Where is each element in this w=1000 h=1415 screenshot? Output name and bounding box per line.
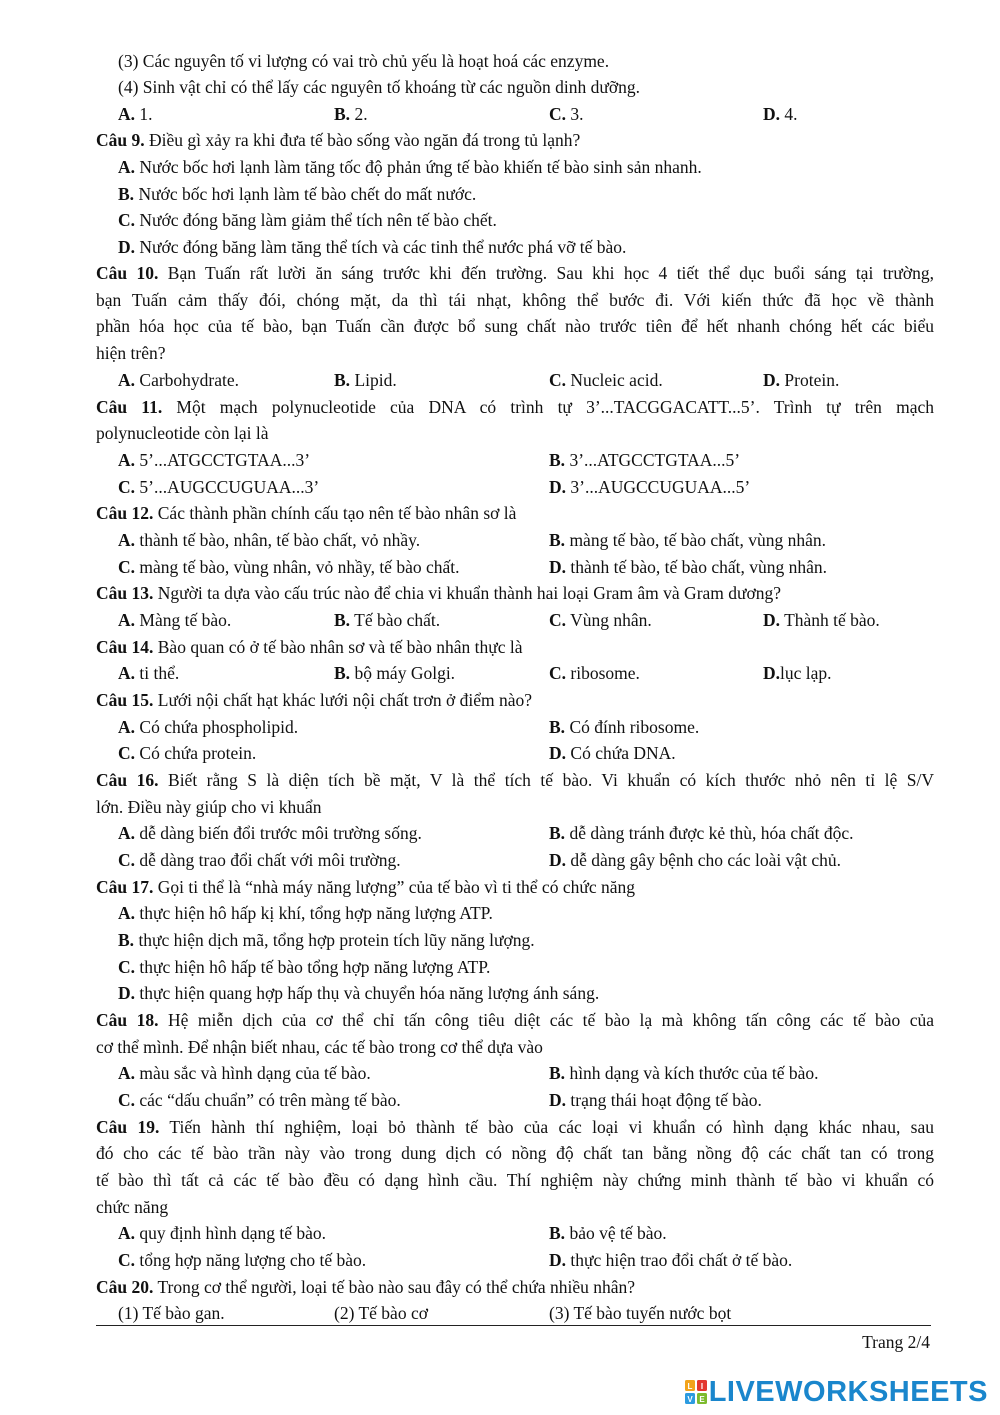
q11-stem-line-2: polynucleotide còn lại là	[96, 423, 269, 443]
q15-option-d[interactable]: D. Có chứa DNA.	[549, 743, 676, 763]
icon-letter-e: E	[699, 1395, 705, 1404]
q10-stem-line-1: Câu 10. Bạn Tuấn rất lười ăn sáng trước khi đến trường. Sau khi học 4 tiết thể dục buổi sáng tại trường,	[96, 263, 934, 283]
q13-option-b[interactable]: B. Tế bào chất.	[334, 610, 441, 630]
q16-option-c[interactable]: C. dễ dàng trao đổi chất với môi trường.	[118, 850, 401, 870]
q9-stem: Câu 9. Điều gì xảy ra khi đưa tế bào sống vào ngăn đá trong tủ lạnh?	[96, 130, 581, 150]
q15-stem: Câu 15. Lưới nội chất hạt khác lưới nội chất trơn ở điểm nào?	[96, 690, 533, 710]
q19-stem-line-2: đó cho các tế bào trần này vào trong dung dịch có nồng độ chất tan bằng nồng độ các chất tan có trong	[96, 1143, 934, 1163]
q17-option-b[interactable]: B. thực hiện dịch mã, tổng hợp protein tích lũy năng lượng.	[118, 930, 535, 950]
q18-stem-line-2: cơ thể mình. Để nhận biết nhau, các tế bào trong cơ thể dựa vào	[96, 1037, 543, 1057]
q19-stem-line-3: tế bào thì tất cả các tế bào đều có dạng hình cầu. Thí nghiệm này chứng minh thành tế bào vi khuẩn có	[96, 1170, 934, 1190]
q17-option-a[interactable]: A. thực hiện hô hấp kị khí, tổng hợp năng lượng ATP.	[118, 903, 493, 923]
q17-stem: Câu 17. Gọi ti thể là “nhà máy năng lượng” của tế bào vì ti thể có chức năng	[96, 877, 635, 897]
q9-option-c[interactable]: C. Nước đóng băng làm giảm thể tích nên tế bào chết.	[118, 210, 497, 230]
q9-option-a[interactable]: A. Nước bốc hơi lạnh làm tăng tốc độ phản ứng tế bào khiến tế bào sinh sản nhanh.	[118, 157, 702, 177]
q15-option-b[interactable]: B. Có đính ribosome.	[549, 717, 700, 737]
q8-option-d[interactable]: D. 4.	[763, 104, 798, 124]
q14-stem: Câu 14. Bào quan có ở tế bào nhân sơ và tế bào nhân thực là	[96, 637, 523, 657]
q20-item-1: (1) Tế bào gan.	[118, 1303, 225, 1323]
q8-option-b[interactable]: B. 2.	[334, 104, 368, 124]
q10-stem-line-4: hiện trên?	[96, 343, 166, 363]
q20-item-3: (3) Tế bào tuyến nước bọt	[549, 1303, 732, 1323]
q13-option-d[interactable]: D. Thành tế bào.	[763, 610, 880, 630]
q19-option-b[interactable]: B. bảo vệ tế bào.	[549, 1223, 667, 1243]
q11-option-c[interactable]: C. 5’...AUGCCUGUAA...3’	[118, 477, 320, 497]
q18-option-b[interactable]: B. hình dạng và kích thước của tế bào.	[549, 1063, 819, 1083]
q8-option-c[interactable]: C. 3.	[549, 104, 584, 124]
q11-option-a[interactable]: A. 5’...ATGCCTGTAA...3’	[118, 450, 311, 470]
icon-letter-v: V	[687, 1395, 693, 1404]
q10-option-b[interactable]: B. Lipid.	[334, 370, 397, 390]
q13-option-a[interactable]: A. Màng tế bào.	[118, 610, 232, 630]
liveworksheets-logo[interactable]	[685, 1377, 988, 1407]
q16-option-a[interactable]: A. dễ dàng biến đổi trước môi trường sống.	[118, 823, 422, 843]
q18-option-a[interactable]: A. màu sắc và hình dạng của tế bào.	[118, 1063, 371, 1083]
q16-stem-line-1: Câu 16. Biết rằng S là diện tích bề mặt, V là thể tích tế bào. Vi khuẩn có kích thước nhỏ nên tỉ lệ S/V	[96, 770, 935, 790]
q9-option-b[interactable]: B. Nước bốc hơi lạnh làm tế bào chết do mất nước.	[118, 184, 477, 204]
q10-option-d[interactable]: D. Protein.	[763, 370, 840, 390]
q17-option-d[interactable]: D. thực hiện quang hợp hấp thụ và chuyển hóa năng lượng ánh sáng.	[118, 983, 600, 1003]
q19-option-a[interactable]: A. quy định hình dạng tế bào.	[118, 1223, 327, 1243]
q20-stem: Câu 20. Trong cơ thể người, loại tế bào nào sau đây có thể chứa nhiều nhân?	[96, 1277, 636, 1297]
q11-option-d[interactable]: D. 3’...AUGCCUGUAA...5’	[549, 477, 751, 497]
q14-option-c[interactable]: C. ribosome.	[549, 663, 640, 683]
q10-option-c[interactable]: C. Nucleic acid.	[549, 370, 663, 390]
liveworksheets-wordmark: LIVEWORKSHEETS	[708, 1376, 988, 1408]
q13-option-c[interactable]: C. Vùng nhân.	[549, 610, 652, 630]
q12-option-a[interactable]: A. thành tế bào, nhân, tế bào chất, vỏ nhầy.	[118, 530, 421, 550]
q20-item-2: (2) Tế bào cơ	[334, 1303, 428, 1323]
q18-option-d[interactable]: D. trạng thái hoạt động tế bào.	[549, 1090, 762, 1110]
q15-option-a[interactable]: A. Có chứa phospholipid.	[118, 717, 299, 737]
q17-option-c[interactable]: C. thực hiện hô hấp tế bào tổng hợp năng lượng ATP.	[118, 957, 491, 977]
q16-stem-line-2: lớn. Điều này giúp cho vi khuẩn	[96, 797, 322, 817]
q12-option-c[interactable]: C. màng tế bào, vùng nhân, vỏ nhầy, tế bào chất.	[118, 557, 460, 577]
q10-stem-line-3: phần hóa học của tế bào, bạn Tuấn cần được bổ sung chất nào trước tiên để hết nhanh chóng hết các biểu	[96, 316, 934, 336]
q9-option-d[interactable]: D. Nước đóng băng làm tăng thể tích và các tinh thể nước phá vỡ tế bào.	[118, 237, 627, 257]
q15-option-c[interactable]: C. Có chứa protein.	[118, 743, 257, 763]
q19-stem-line-1: Câu 19. Tiến hành thí nghiệm, loại bỏ thành tế bào của các loại vi khuẩn có hình dạng khác nhau, sau	[96, 1117, 935, 1137]
q18-stem-line-1: Câu 18. Hệ miễn dịch của cơ thể chỉ tấn công tiêu diệt các tế bào lạ mà không tấn công các tế bào của	[96, 1010, 935, 1030]
q16-option-d[interactable]: D. dễ dàng gây bệnh cho các loài vật chủ.	[549, 850, 842, 870]
q14-option-d[interactable]: D.lục lạp.	[763, 663, 832, 683]
q12-option-b[interactable]: B. màng tế bào, tế bào chất, vùng nhân.	[549, 530, 827, 550]
statement-3: (3) Các nguyên tố vi lượng có vai trò chủ yếu là hoạt hoá các enzyme.	[118, 51, 610, 71]
q11-stem-line-1: Câu 11. Một mạch polynucleotide của DNA có trình tự 3’...TACGGACATT...5’. Trình tự trên mạch	[96, 397, 934, 417]
footer-divider	[96, 1325, 931, 1326]
q10-option-a[interactable]: A. Carbohydrate.	[118, 370, 240, 390]
statement-4: (4) Sinh vật chỉ có thể lấy các nguyên tố khoáng từ các nguồn dinh dưỡng.	[118, 77, 640, 97]
q19-stem-line-4: chức năng	[96, 1197, 169, 1217]
page-number: Trang 2/4	[862, 1332, 930, 1352]
q12-option-d[interactable]: D. thành tế bào, tế bào chất, vùng nhân.	[549, 557, 827, 577]
q12-stem: Câu 12. Các thành phần chính cấu tạo nên tế bào nhân sơ là	[96, 503, 517, 523]
q14-option-a[interactable]: A. ti thể.	[118, 663, 180, 683]
q11-option-b[interactable]: B. 3’...ATGCCTGTAA...5’	[549, 450, 741, 470]
q19-option-d[interactable]: D. thực hiện trao đổi chất ở tế bào.	[549, 1250, 793, 1270]
q19-option-c[interactable]: C. tổng hợp năng lượng cho tế bào.	[118, 1250, 367, 1270]
q16-option-b[interactable]: B. dễ dàng tránh được kẻ thù, hóa chất độc.	[549, 823, 854, 843]
liveworksheets-icon	[685, 1380, 707, 1404]
icon-letter-i: I	[700, 1382, 703, 1391]
q13-stem: Câu 13. Người ta dựa vào cấu trúc nào để chia vi khuẩn thành hai loại Gram âm và Gram dương?	[96, 583, 782, 603]
q10-stem-line-2: bạn Tuấn cảm thấy đói, chóng mặt, da thì tái nhạt, không thể bước đi. Với kiến thức đã học về thành	[96, 290, 934, 310]
icon-letter-l: L	[687, 1382, 693, 1391]
q14-option-b[interactable]: B. bộ máy Golgi.	[334, 663, 456, 683]
q8-option-a[interactable]: A. 1.	[118, 104, 153, 124]
q18-option-c[interactable]: C. các “dấu chuẩn” có trên màng tế bào.	[118, 1090, 401, 1110]
